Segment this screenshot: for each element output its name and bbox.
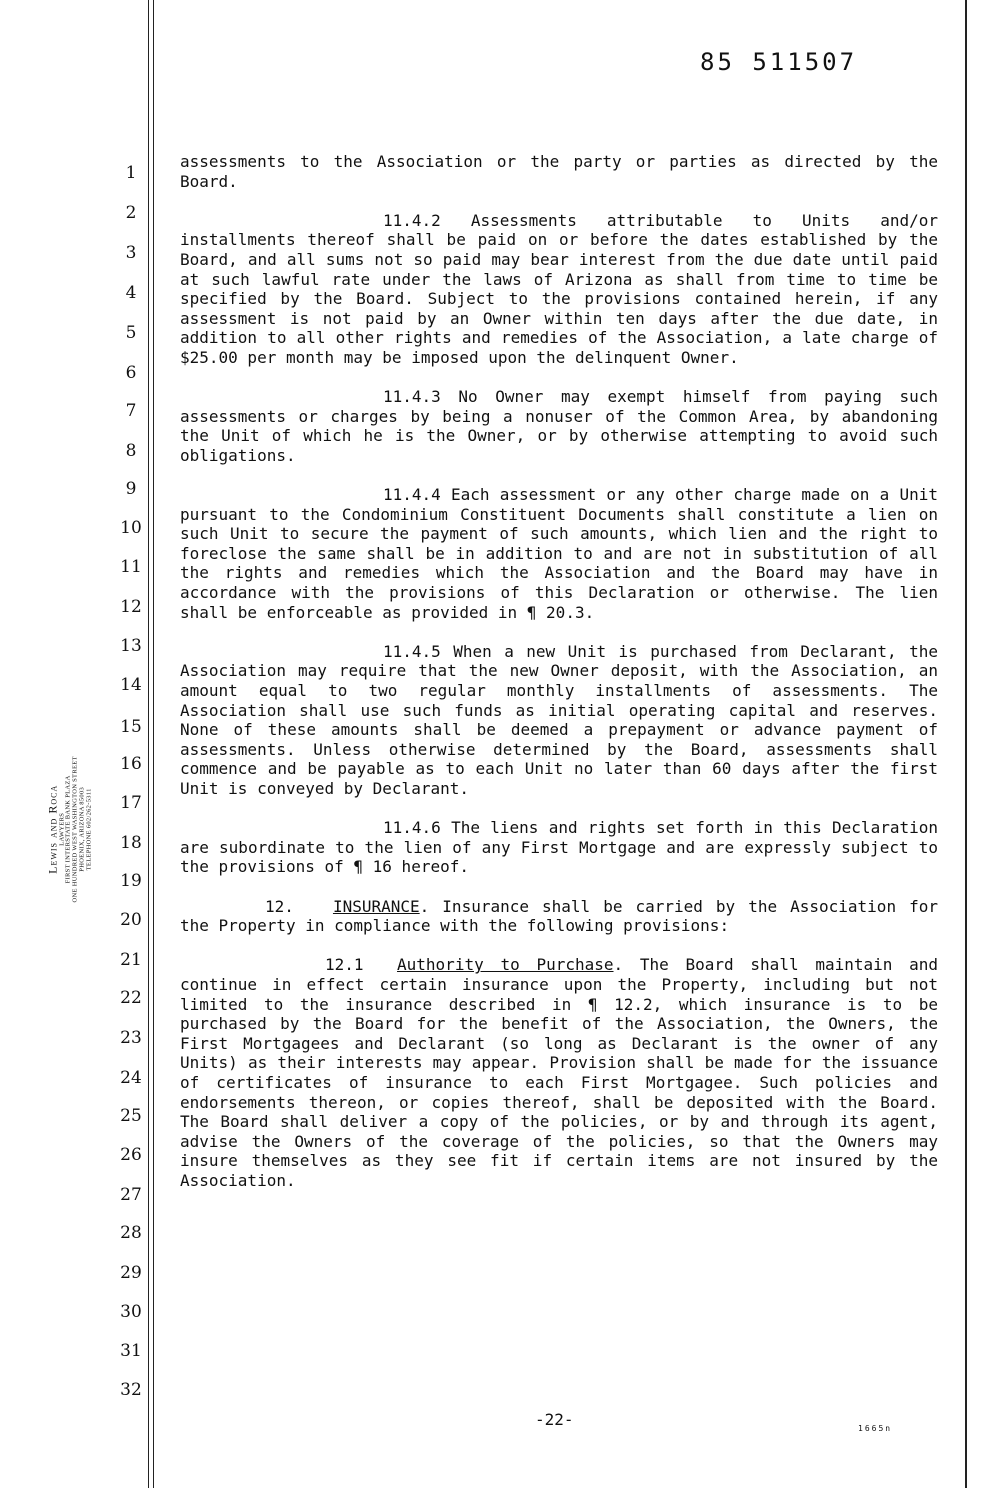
line-number: 31 (120, 1341, 142, 1361)
section-body: . Insurance shall be carried by the Association for the Property in compliance with the following provisions: (180, 896, 938, 936)
line-number: 7 (125, 401, 137, 421)
line-number: 20 (120, 910, 142, 930)
firm-street: ONE HUNDRED WEST WASHINGTON STREET (71, 756, 79, 903)
document-body (180, 152, 938, 1190)
section-heading: INSURANCE (332, 896, 420, 916)
footer-code: 1665n (858, 1424, 893, 1433)
subsection-body: . The Board shall maintain and continue in effect certain insurance upon the Property, including but not limited to the insurance described in ¶ 12.2, which insurance is to be purchased by the Board for the benefit of the Association, the Owners, the First Mortgagees and Declarant (so long as Declarant is the owner of any Units) as their interests may appear. Provision shall be made for the issuance of certificates of insurance to each First Mortgagee. Such policies and endorsements thereon, or copies thereof, shall be deposited with the Board. The Board shall deliver a copy of the policies, or by and through its agent, advise the Owners of the coverage of the policies, so that the Owners may insure themselves as they see fit if certain items are not insured by the Association. (180, 955, 939, 1190)
line-number: 14 (120, 675, 142, 695)
line-number: 29 (120, 1263, 142, 1283)
line-number: 19 (120, 871, 142, 891)
firm-name: Lewis and Roca (45, 784, 60, 874)
line-number: 27 (120, 1185, 142, 1205)
line-number: 4 (125, 283, 137, 303)
line-number: 22 (120, 988, 142, 1008)
line-number: 28 (120, 1223, 142, 1243)
firm-building: FIRST INTERSTATE BANK PLAZA (65, 775, 73, 884)
paragraph-continued: assessments to the Association or the party or parties as directed by the Board. (180, 152, 938, 191)
line-number: 10 (120, 518, 142, 538)
line-number: 21 (120, 950, 142, 970)
page-number: -22- (535, 1410, 574, 1429)
law-firm-imprint (47, 699, 94, 959)
line-number: 2 (125, 203, 137, 223)
line-number: 12 (120, 597, 142, 617)
document-number: 85 511507 (700, 48, 858, 76)
paragraph-11-4-3: 11.4.3 No Owner may exempt himself from paying such assessments or charges by being a nonuser of the Common Area, by abandoning the Unit of which he is the Owner, or by otherwise attempting to avoid such obligations. (180, 387, 938, 465)
line-number: 13 (120, 636, 142, 656)
section-12-1-authority (180, 955, 938, 1190)
paragraph-11-4-4: 11.4.4 Each assessment or any other charge made on a Unit pursuant to the Condominium Constituent Documents shall constitute a lien on such Unit to secure the payment of such amounts, which lien and the right to foreclose the same shall be in addition to and are not in substitution of all the rights and remedies which the Association and the Board may have in accordance with the provisions of this Declaration or otherwise. The lien shall be enforceable as provided in ¶ 20.3. (180, 485, 938, 622)
line-number: 8 (125, 441, 137, 461)
firm-phone: TELEPHONE 602/262-5311 (85, 788, 93, 871)
line-number: 15 (120, 717, 142, 737)
line-number: 17 (120, 793, 142, 813)
margin-rule-right (965, 0, 967, 1488)
paragraph-11-4-2: 11.4.2 Assessments attributable to Units and/or installments thereof shall be paid on or before the dates established by the Board, and all sums not so paid may bear interest from the due date until paid at such lawful rate under the laws of Arizona as shall from time to time be specified by the Board. Subject to the provisions contained herein, if any assessment is not paid by an Owner within ten days after the due date, in addition to all other rights and remedies of the Association, a late charge of $25.00 per month may be imposed upon the delinquent Owner. (180, 210, 938, 367)
subsection-heading: Authority to Purchase (397, 955, 614, 975)
line-number: 23 (120, 1028, 142, 1048)
line-number: 1 (125, 163, 137, 183)
line-number: 32 (120, 1380, 142, 1400)
margin-rule-left-inner (153, 0, 154, 1488)
line-number: 3 (125, 243, 137, 263)
line-number: 24 (120, 1068, 142, 1088)
line-number: 16 (120, 754, 142, 774)
line-number: 5 (125, 323, 137, 343)
firm-city: PHOENIX, ARIZONA 85003 (78, 786, 86, 872)
line-number: 6 (125, 363, 137, 383)
line-number: 30 (120, 1302, 142, 1322)
section-12-insurance (180, 897, 938, 936)
subsection-number: 12.1 (325, 955, 364, 975)
firm-profession: LAWYERS (58, 812, 66, 846)
line-number: 26 (120, 1145, 142, 1165)
line-number: 9 (125, 479, 137, 499)
line-number: 18 (120, 833, 142, 853)
line-number: 11 (120, 557, 142, 577)
margin-rule-left (148, 0, 149, 1488)
section-number: 12. (265, 896, 294, 916)
paragraph-11-4-5: 11.4.5 When a new Unit is purchased from Declarant, the Association may require that the new Owner deposit, with the Association, an amount equal to two regular monthly installments of assessments. The Association shall use such funds as initial operating capital and reserves. None of these amounts shall be deemed a prepayment or advance payment of assessments. Unless otherwise determined by the Board, assessments shall commence and be payable as to each Unit no later than 60 days after the first Unit is conveyed by Declarant. (180, 641, 938, 798)
line-number: 25 (120, 1106, 142, 1126)
paragraph-11-4-6: 11.4.6 The liens and rights set forth in this Declaration are subordinate to the lien of any First Mortgage and are expressly subject to the provisions of ¶ 16 hereof. (180, 818, 938, 877)
